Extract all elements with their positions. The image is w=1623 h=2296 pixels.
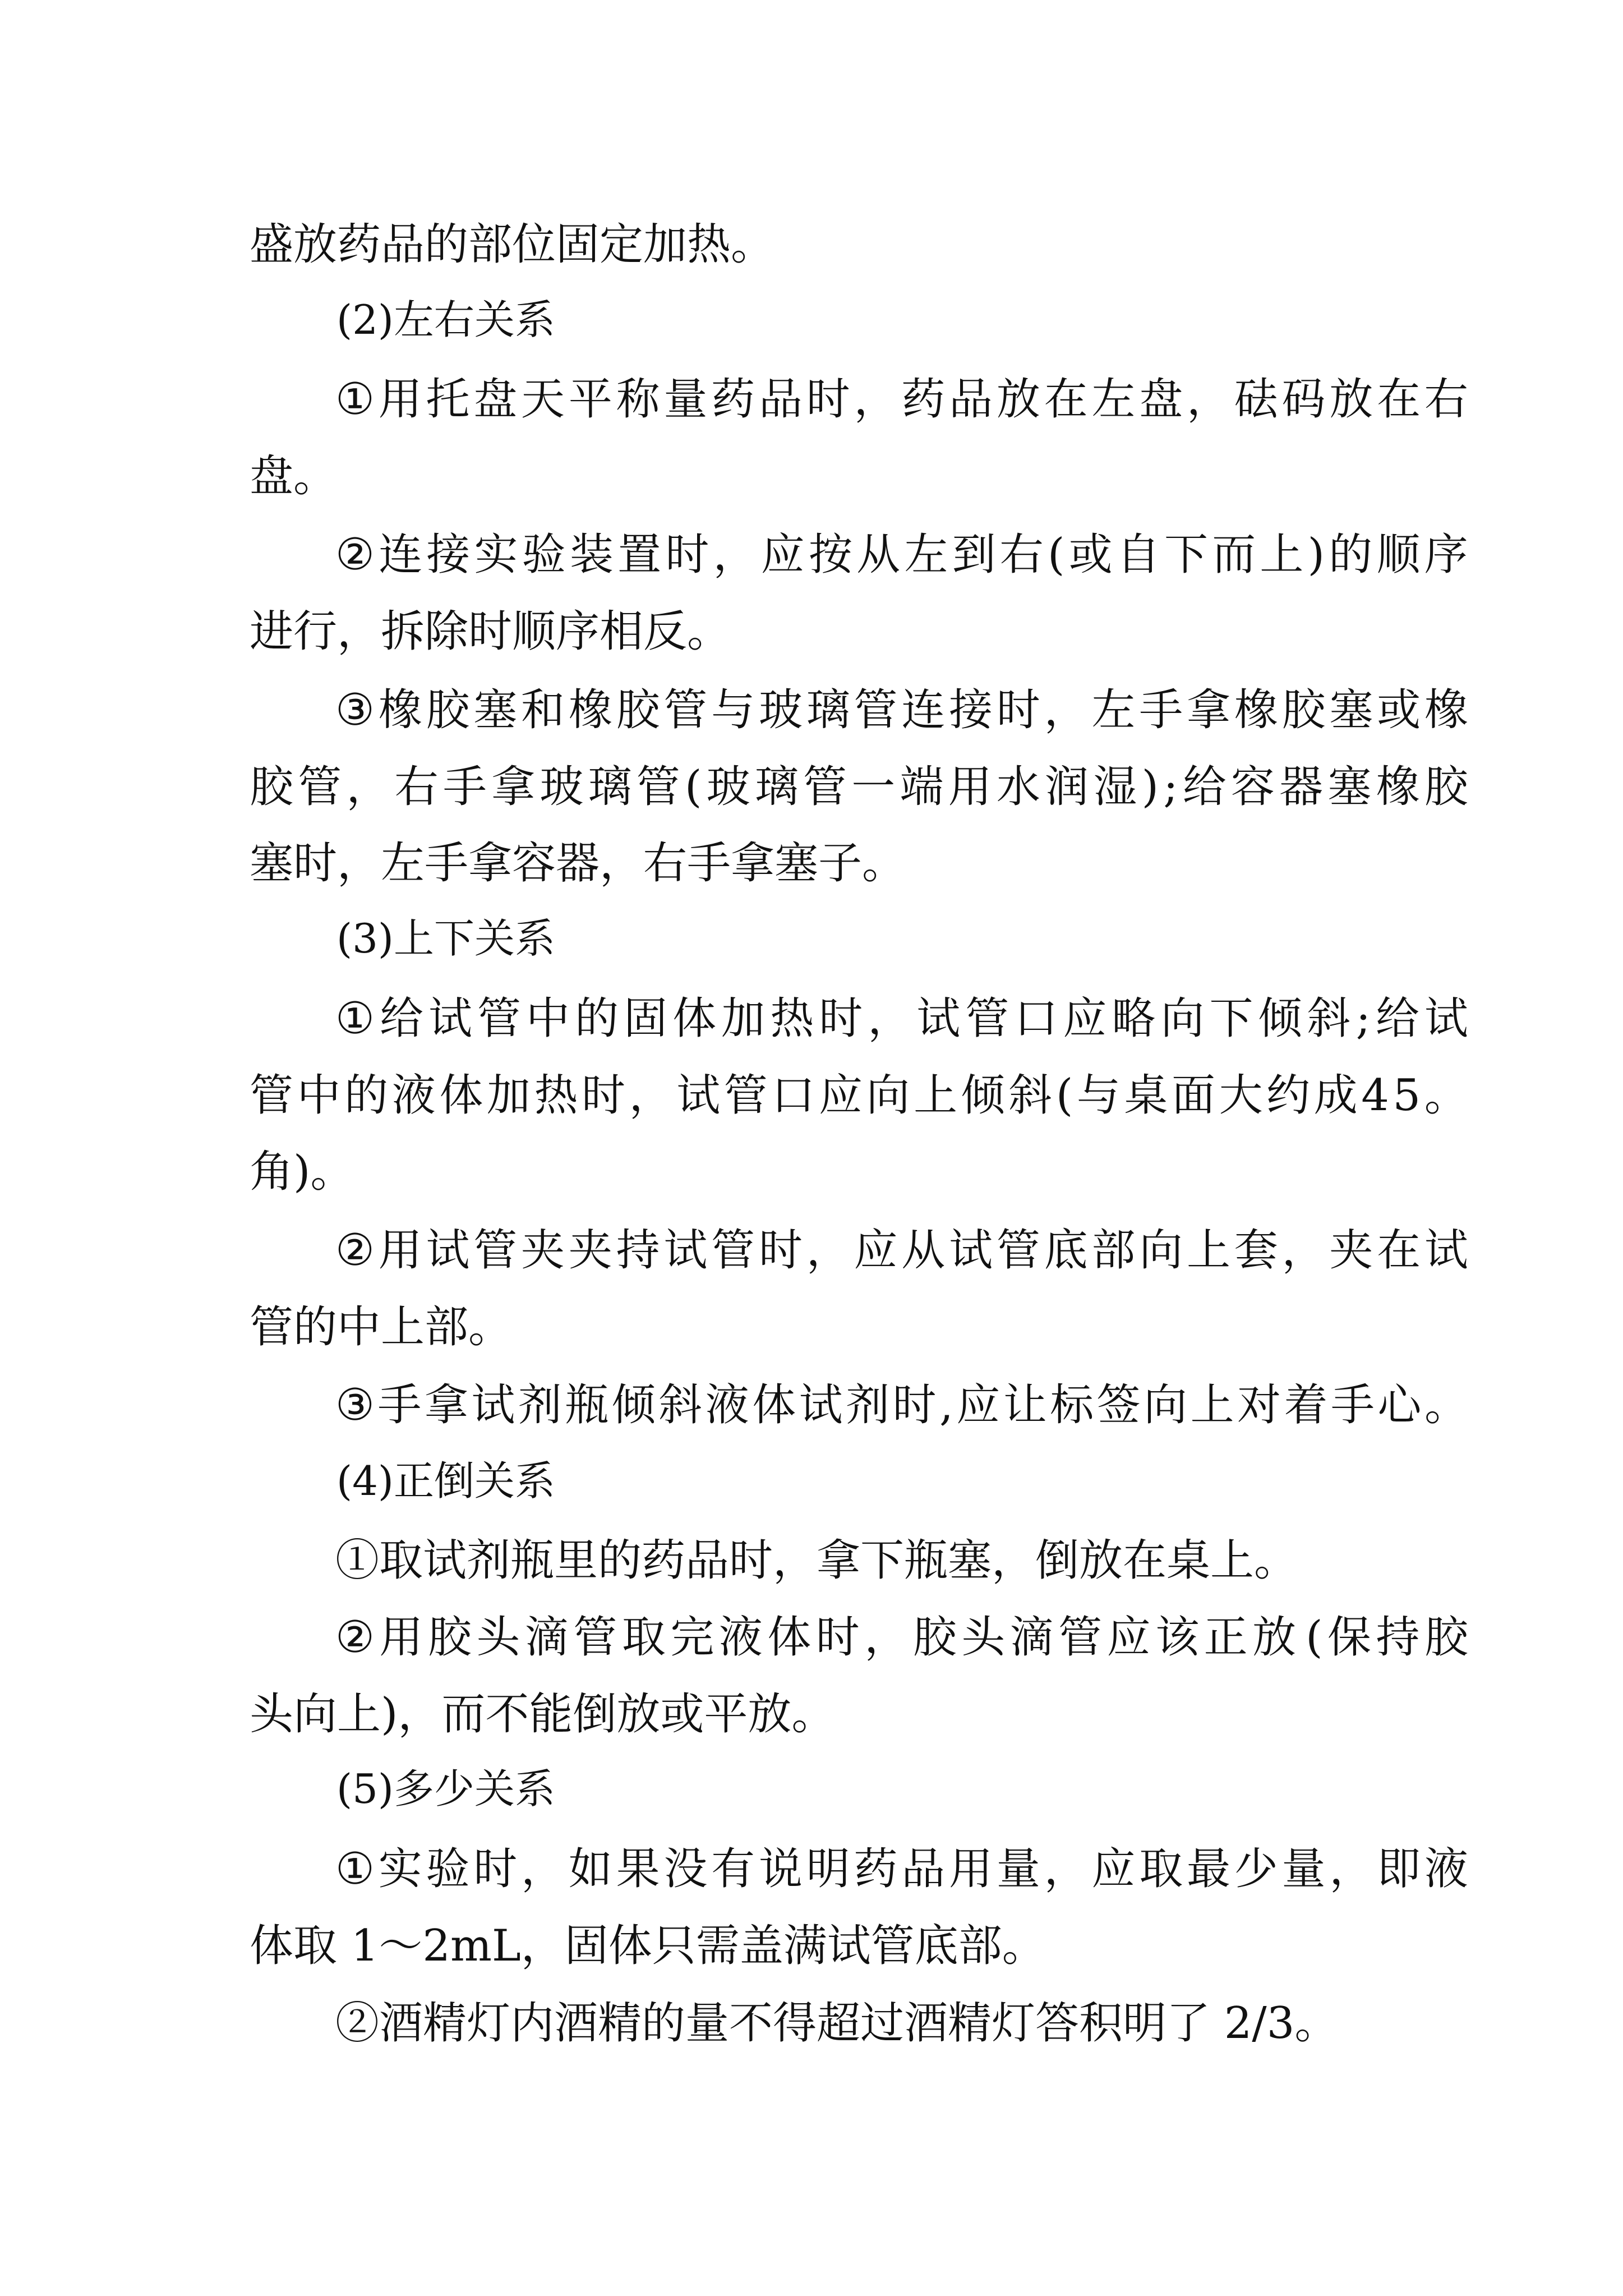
body-line: 头向上)，而不能倒放或平放。 <box>250 1689 836 1740</box>
section-heading: (5)多少关系 <box>336 1765 555 1812</box>
body-line: ② 用 试 管 夹 夹 持 试 管 时 ， 应 从 试 管 底 部 向 上 套 ， 夹 在 试 <box>335 1225 1468 1276</box>
body-line: 角)。 <box>250 1147 354 1197</box>
body-line: 管的中上部。 <box>250 1302 513 1352</box>
body-line: 进行，拆除时顺序相反。 <box>250 606 731 657</box>
section-heading: (3)上下关系 <box>336 915 555 962</box>
body-line: 管 中 的 液 体 加 热 时 ， 试 管 口 应 向 上 倾 斜 ( 与 桌 面 大 约 成 4 5 。 <box>250 1070 1468 1121</box>
body-line: 体取 1～2mL，固体只需盖满试管底部。 <box>250 1921 1046 1971</box>
section-heading: (4)正倒关系 <box>336 1457 555 1504</box>
body-line: 胶 管 ， 右 手 拿 玻 璃 管 ( 玻 璃 管 一 端 用 水 润 湿 ) ; 给 容 器 塞 橡 胶 <box>250 762 1468 812</box>
body-line: 塞时，左手拿容器，右手拿塞子。 <box>250 838 906 889</box>
body-line: ②酒精灯内酒精的量不得超过酒精灯答积明了 2/3。 <box>335 1998 1339 2049</box>
body-line: ② 连 接 实 验 装 置 时 ， 应 按 从 左 到 右 ( 或 自 下 而 上 ) 的 顺 序 <box>335 530 1468 580</box>
body-line: ③ 橡 胶 塞 和 橡 胶 管 与 玻 璃 管 连 接 时 ， 左 手 拿 橡 胶 塞 或 橡 <box>335 685 1468 735</box>
body-line: ① 用 托 盘 天 平 称 量 药 品 时 ， 药 品 放 在 左 盘 ， 砝 码 放 在 右 <box>335 374 1468 425</box>
body-line: ③ 手 拿 试 剂 瓶 倾 斜 液 体 试 剂 时 , 应 让 标 签 向 上 对 着 手 心 。 <box>335 1380 1468 1430</box>
body-line: 盛放药品的部位固定加热。 <box>250 219 775 270</box>
body-line: ② 用 胶 头 滴 管 取 完 液 体 时 ， 胶 头 滴 管 应 该 正 放 ( 保 持 胶 <box>335 1612 1468 1663</box>
body-line: 盘。 <box>250 451 338 501</box>
body-line: ① 实 验 时 ， 如 果 没 有 说 明 药 品 用 量 ， 应 取 最 少 量 ， 即 液 <box>335 1844 1468 1894</box>
body-line: ① 给 试 管 中 的 固 体 加 热 时 ， 试 管 口 应 略 向 下 倾 斜 ; 给 试 <box>335 993 1468 1044</box>
section-heading: (2)左右关系 <box>336 296 555 343</box>
body-line: ①取试剂瓶里的药品时，拿下瓶塞，倒放在桌上。 <box>335 1535 1298 1586</box>
